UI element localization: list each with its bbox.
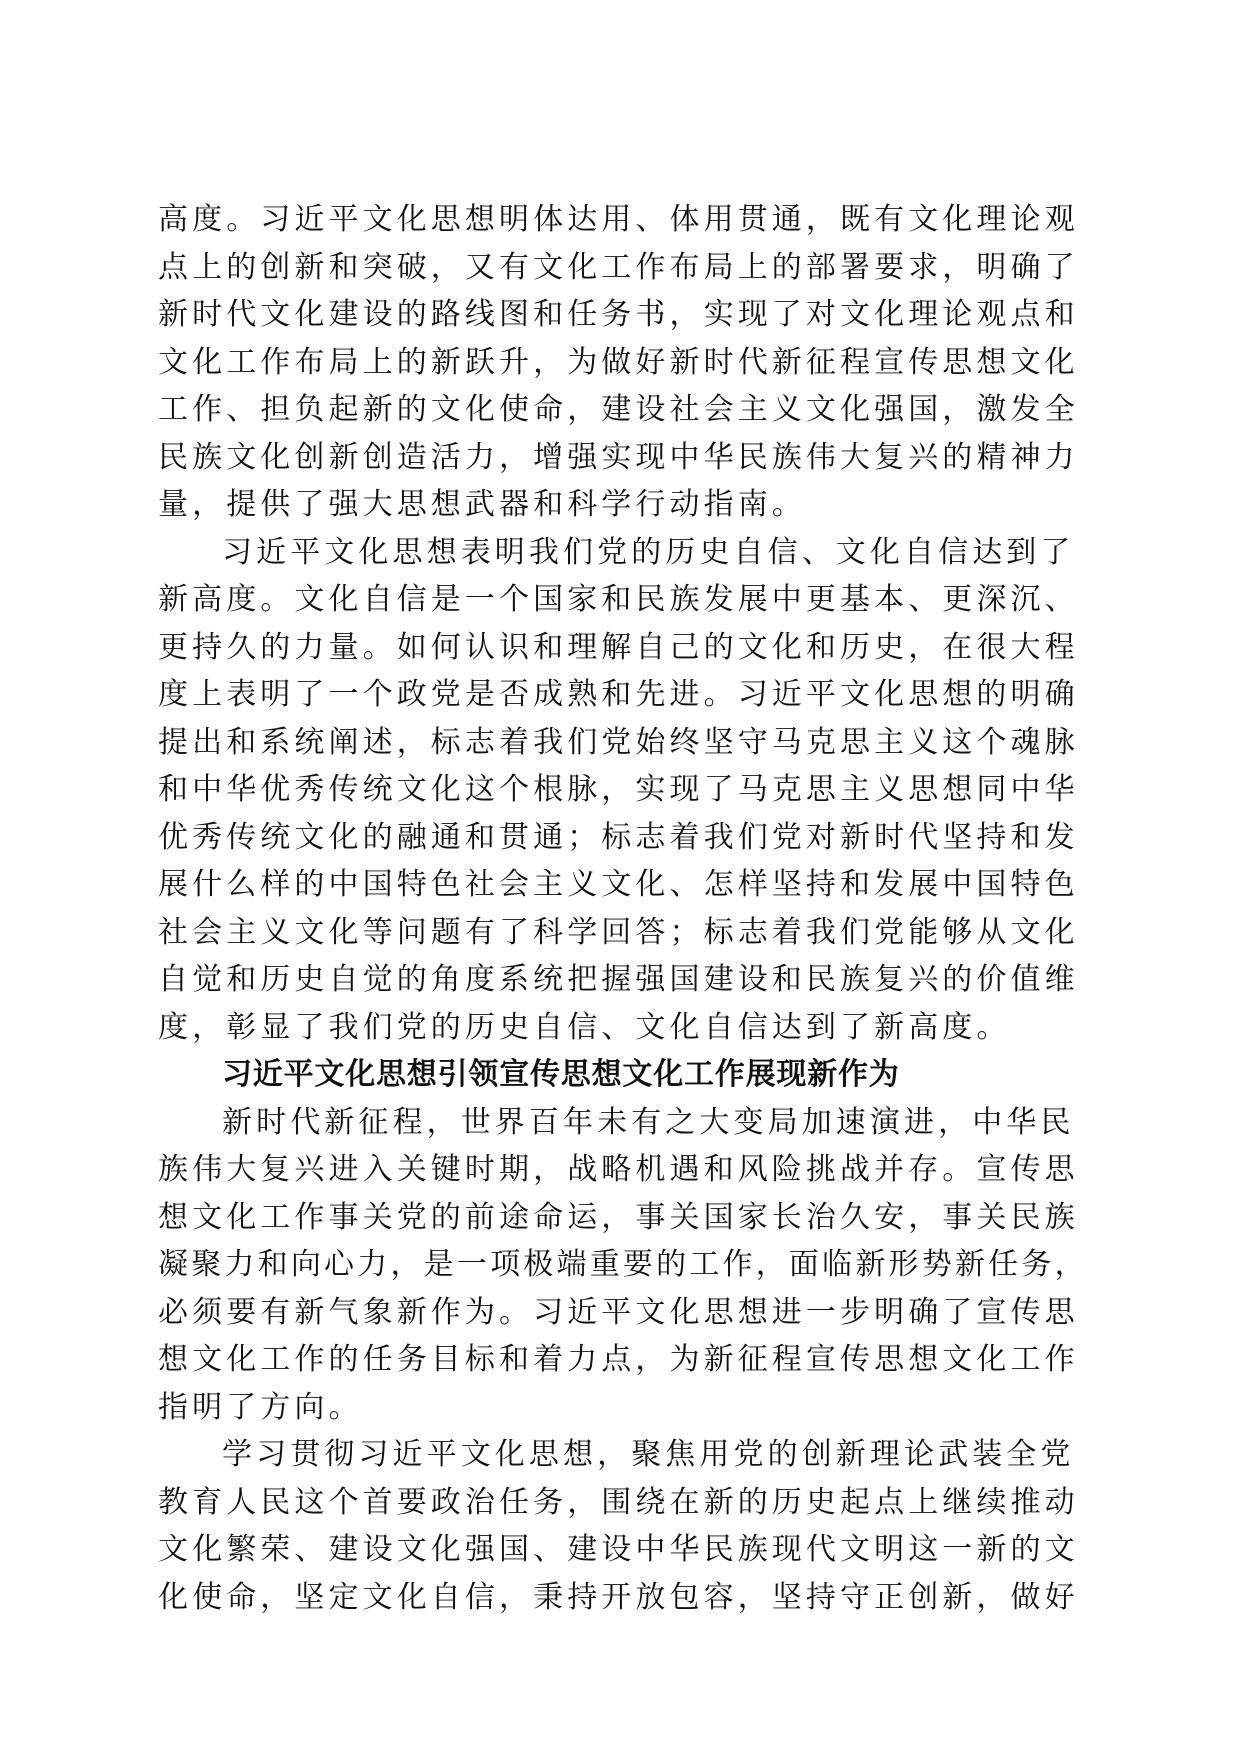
- text-line: 必须要有新气象新作为。习近平文化思想进一步明确了宣传思: [158, 1294, 1079, 1330]
- text-line: 想文化工作事关党的前途命运，事关国家长治久安，事关民族: [158, 1199, 1079, 1235]
- text-line: 工作、担负起新的文化使命，建设社会主义文化强国，激发全: [158, 392, 1079, 427]
- text-line: 新时代新征程，世界百年未有之大变局加速演进，中华民: [222, 1104, 1075, 1140]
- text-line: 量，提供了强大思想武器和科学行动指南。: [158, 487, 806, 522]
- section-heading: 习近平文化思想引领宣传思想文化工作展现新作为: [222, 1057, 900, 1092]
- text-line: 度上表明了一个政党是否成熟和先进。习近平文化思想的明确: [158, 677, 1079, 712]
- text-line: 更持久的力量。如何认识和理解自己的文化和历史，在很大程: [158, 629, 1079, 665]
- text-line: 文化工作布局上的新跃升，为做好新时代新征程宣传思想文化: [158, 344, 1079, 380]
- text-line: 高度。习近平文化思想明体达用、体用贯通，既有文化理论观: [158, 202, 1079, 237]
- text-line: 指明了方向。: [158, 1389, 363, 1425]
- text-line: 民族文化创新创造活力，增强实现中华民族伟大复兴的精神力: [158, 439, 1079, 475]
- text-line: 族伟大复兴进入关键时期，战略机遇和风险挑战并存。宣传思: [158, 1152, 1079, 1187]
- text-line: 新时代文化建设的路线图和任务书，实现了对文化理论观点和: [158, 297, 1079, 332]
- text-line: 新高度。文化自信是一个国家和民族发展中更基本、更深沉、: [158, 582, 1079, 617]
- text-line: 想文化工作的任务目标和着力点，为新征程宣传思想文化工作: [158, 1342, 1079, 1377]
- text-line: 提出和系统阐述，标志着我们党始终坚守马克思主义这个魂脉: [158, 724, 1079, 760]
- text-line: 化使命，坚定文化自信，秉持开放包容，坚持守正创新，做好: [158, 1579, 1079, 1615]
- text-line: 展什么样的中国特色社会主义文化、怎样坚持和发展中国特色: [158, 867, 1079, 902]
- text-line: 文化繁荣、建设文化强国、建设中华民族现代文明这一新的文: [158, 1532, 1079, 1567]
- text-line: 优秀传统文化的融通和贯通；标志着我们党对新时代坚持和发: [158, 819, 1079, 855]
- text-line: 教育人民这个首要政治任务，围绕在新的历史起点上继续推动: [158, 1484, 1079, 1520]
- text-line: 点上的创新和突破，又有文化工作布局上的部署要求，明确了: [158, 249, 1079, 285]
- document-page: [158, 196, 1088, 1621]
- text-line: 社会主义文化等问题有了科学回答；标志着我们党能够从文化: [158, 914, 1079, 950]
- text-line: 和中华优秀传统文化这个根脉，实现了马克思主义思想同中华: [158, 772, 1079, 807]
- text-line: 凝聚力和向心力，是一项极端重要的工作，面临新形势新任务，: [158, 1247, 1088, 1282]
- text-line: 习近平文化思想表明我们党的历史自信、文化自信达到了: [222, 534, 1075, 570]
- text-line: 度，彰显了我们党的历史自信、文化自信达到了新高度。: [158, 1009, 1011, 1045]
- text-line: 自觉和历史自觉的角度系统把握强国建设和民族复兴的价值维: [158, 962, 1079, 997]
- text-line: 学习贯彻习近平文化思想，聚焦用党的创新理论武装全党: [222, 1437, 1075, 1472]
